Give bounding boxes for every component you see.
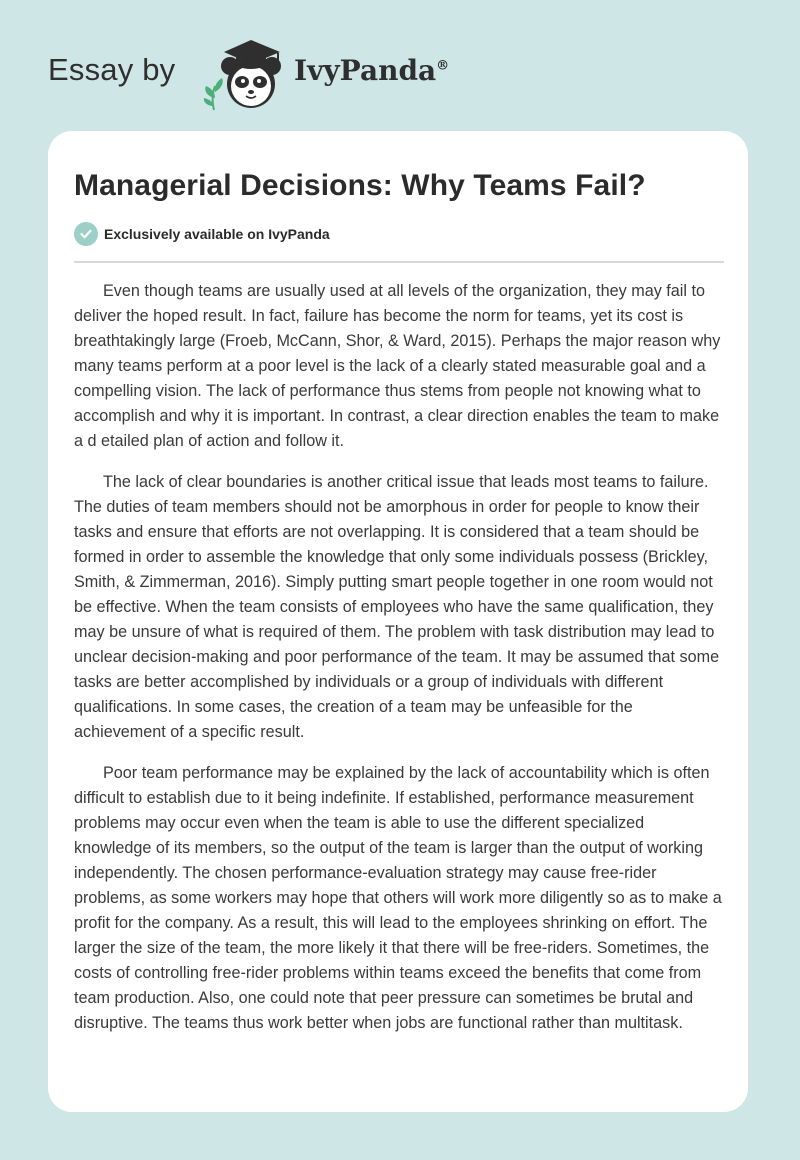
- brand-name[interactable]: [294, 54, 449, 87]
- panda-graduate-icon: [200, 36, 286, 112]
- essay-by-label: Essay by: [48, 52, 176, 87]
- site-header: [48, 34, 508, 110]
- page-title: Managerial Decisions: Why Teams Fail?: [74, 169, 646, 202]
- exclusive-badge: [74, 222, 330, 246]
- paragraph-2: The lack of clear boundaries is another critical issue that leads most teams to failure. The duties of team members should not be amorphous in order for people to know their tasks and ensure that efforts are not overlapping. It is considered that a team should be formed in order to assemble the knowledge that only some individuals possess (Brickley, Smith, & Zimmerman, 2016). Simply putting smart people together in one room would not be effective. When the team consists of employees who have the same qualification, they may be unsure of what is required of them. The problem with task distribution may lead to unclear decision-making and poor performance of the team. It may be assumed that some tasks are better accomplished by individuals or a group of individuals with different qualifications. In some cases, the creation of a team may be unfeasible for the achievement of a specific result.: [74, 473, 720, 741]
- paragraph-1: Even though teams are usually used at all levels of the organization, they may fail to deliver the hoped result. In fact, failure has become the norm for teams, yet its cost is breathtakingly large (Froeb, McCann, Shor, & Ward, 2015). Perhaps the major reason why many teams perform at a poor level is the lack of a clearly stated measurable goal and a compelling vision. The lack of performance thus stems from people not knowing what to accomplish and why it is important. In contrast, a clear direction enables the team to make a d etailed plan of action and follow it.: [74, 282, 721, 450]
- essay-card: [48, 131, 748, 1112]
- ivypanda-logo[interactable]: [200, 36, 286, 112]
- divider: [74, 261, 724, 263]
- paragraph-3: Poor team performance may be explained by the lack of accountability which is often difficult to establish due to it being indefinite. If established, performance measurement problems may occur even when the team is able to use the different specialized knowledge of its members, so the output of the team is larger than the output of working independently. The chosen performance-evaluation strategy may cause free-rider problems, as some workers may hope that others will work more diligently so as to make a profit for the company. As a result, this will lead to the employees shrinking on effort. The larger the size of the team, the more likely it that there will be free-riders. Sometimes, the costs of controlling free-rider problems within teams exceed the benefits that come from team production. Also, one could note that peer pressure can sometimes be brutal and disruptive. The teams thus work better when jobs are functional rather than multitask.: [74, 764, 722, 1032]
- brand-text: IvyPanda: [294, 54, 437, 87]
- essay-body: [74, 279, 726, 1052]
- leaf-icon: [204, 78, 223, 110]
- registered-mark: ®: [436, 58, 450, 74]
- check-icon: [74, 222, 98, 246]
- exclusive-label: Exclusively available on IvyPanda: [104, 226, 330, 242]
